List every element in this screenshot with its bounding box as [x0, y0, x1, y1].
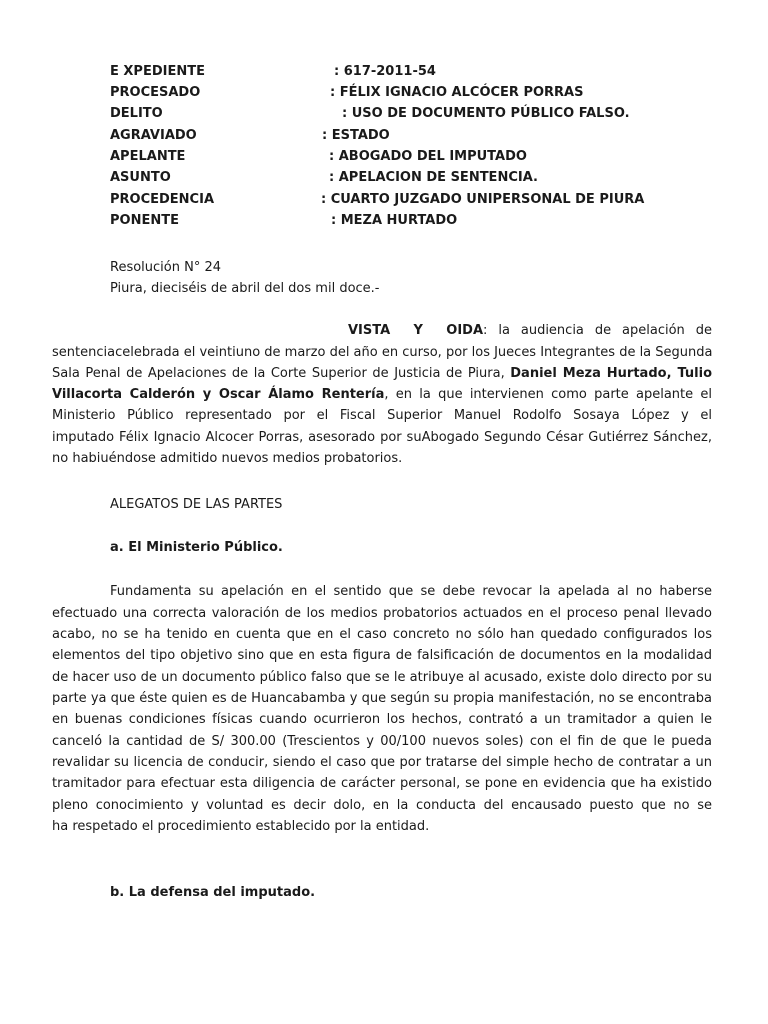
header-row-procesado — [110, 82, 584, 103]
header-label: DELITO — [110, 106, 163, 121]
paragraph-line: Fundamenta su apelación en el sentido que se debe revocar la apelada al no haberse — [110, 584, 712, 599]
paragraph-line: canceló la cantidad de S/ 300.00 (Trescientos y 00/100 nuevos soles) con el fin de que le pueda — [52, 734, 712, 749]
place-date: Piura, dieciséis de abril del dos mil doce.- — [110, 281, 380, 296]
paragraph-line: revalidar su licencia de conducir, siendo el caso que por tratarse del simple hecho de contratar a un — [52, 755, 712, 770]
vista-line — [52, 363, 712, 384]
header-value: : 617-2011-54 — [334, 64, 436, 79]
paragraph-line: efectuado una correcta valoración de los medios probatorios actuados en el proceso penal llevado — [52, 606, 712, 621]
header-row-ponente — [110, 210, 458, 231]
header-label: APELANTE — [110, 149, 186, 164]
paragraph-line: elementos del tipo objetivo sino que en esta figura de falsificación de documentos en la modalidad — [52, 648, 712, 663]
judges-names: Villacorta Calderón y Oscar Álamo Rentería — [52, 387, 385, 402]
header-label: E XPEDIENTE — [110, 64, 205, 79]
header-label: PROCEDENCIA — [110, 192, 214, 207]
paragraph-line: pleno conocimiento y voluntad es decir dolo, en la conducta del encausado puesto que no se — [52, 798, 712, 813]
header-value: : APELACION DE SENTENCIA. — [329, 170, 538, 185]
header-value: : USO DE DOCUMENTO PÚBLICO FALSO. — [342, 106, 630, 121]
paragraph-line: de hacer uso de un documento público falso que se le atribuye al acusado, existe dolo directo por su — [52, 670, 712, 685]
paragraph-line: acabo, no se ha tenido en cuenta que en el caso concreto no sólo han quedado configurados los — [52, 627, 712, 642]
resolution-number: Resolución N° 24 — [110, 260, 222, 275]
text-segment: , en la que intervienen como parte apelante el — [384, 387, 712, 402]
paragraph-line: tramitador para efectuar esta diligencia de carácter personal, se pone en evidencia que ha existido — [52, 776, 712, 791]
text-segment: Sala Penal de Apelaciones de la Corte Superior de Justicia de Piura, — [52, 366, 511, 381]
paragraph-line: parte ya que éste quien es de Huancabamba y que según su propia manifestación, no se encontraba — [52, 691, 712, 706]
paragraph-line: en buenas condiciones físicas cuando ocurrieron los hechos, contrató a un tramitador a quien le — [52, 712, 712, 727]
header-value: : MEZA HURTADO — [331, 213, 458, 228]
header-label: AGRAVIADO — [110, 128, 197, 143]
alegatos-heading: ALEGATOS DE LAS PARTES — [110, 497, 283, 512]
vista-line: imputado Félix Ignacio Alcocer Porras, asesorado por suAbogado Segundo César Gutiérrez Sánchez, — [52, 430, 712, 445]
header-row-agraviado — [110, 125, 390, 146]
header-label: PROCESADO — [110, 85, 201, 100]
section-b-heading: b. La defensa del imputado. — [110, 885, 316, 900]
header-row-apelante — [110, 146, 527, 167]
header-row-delito — [110, 103, 630, 124]
header-value: : ABOGADO DEL IMPUTADO — [329, 149, 527, 164]
judges-names: Daniel Meza Hurtado, Tulio — [510, 366, 712, 381]
header-label: ASUNTO — [110, 170, 171, 185]
header-row-expediente — [110, 61, 436, 82]
paragraph-line: ha respetado el procedimiento establecido por la entidad. — [52, 819, 430, 834]
header-label: PONENTE — [110, 213, 179, 228]
header-value: : CUARTO JUZGADO UNIPERSONAL DE PIURA — [321, 192, 645, 207]
header-row-procedencia — [110, 189, 645, 210]
vista-lead: VISTA Y OIDA — [348, 323, 484, 338]
vista-lead-rest: : la audiencia de apelación de — [483, 323, 712, 338]
header-value: : ESTADO — [322, 128, 390, 143]
header-value: : FÉLIX IGNACIO ALCÓCER PORRAS — [330, 85, 584, 100]
vista-line: sentenciacelebrada el veintiuno de marzo del año en curso, por los Jueces Integrantes de la Segunda — [52, 345, 713, 360]
vista-line: no habiuéndose admitido nuevos medios probatorios. — [52, 451, 403, 466]
header-row-asunto — [110, 167, 538, 188]
vista-line — [348, 320, 712, 341]
vista-line: Ministerio Público representado por el Fiscal Superior Manuel Rodolfo Sosaya López y el — [52, 408, 712, 423]
vista-line — [52, 384, 712, 405]
section-a-heading: a. El Ministerio Público. — [110, 540, 283, 555]
